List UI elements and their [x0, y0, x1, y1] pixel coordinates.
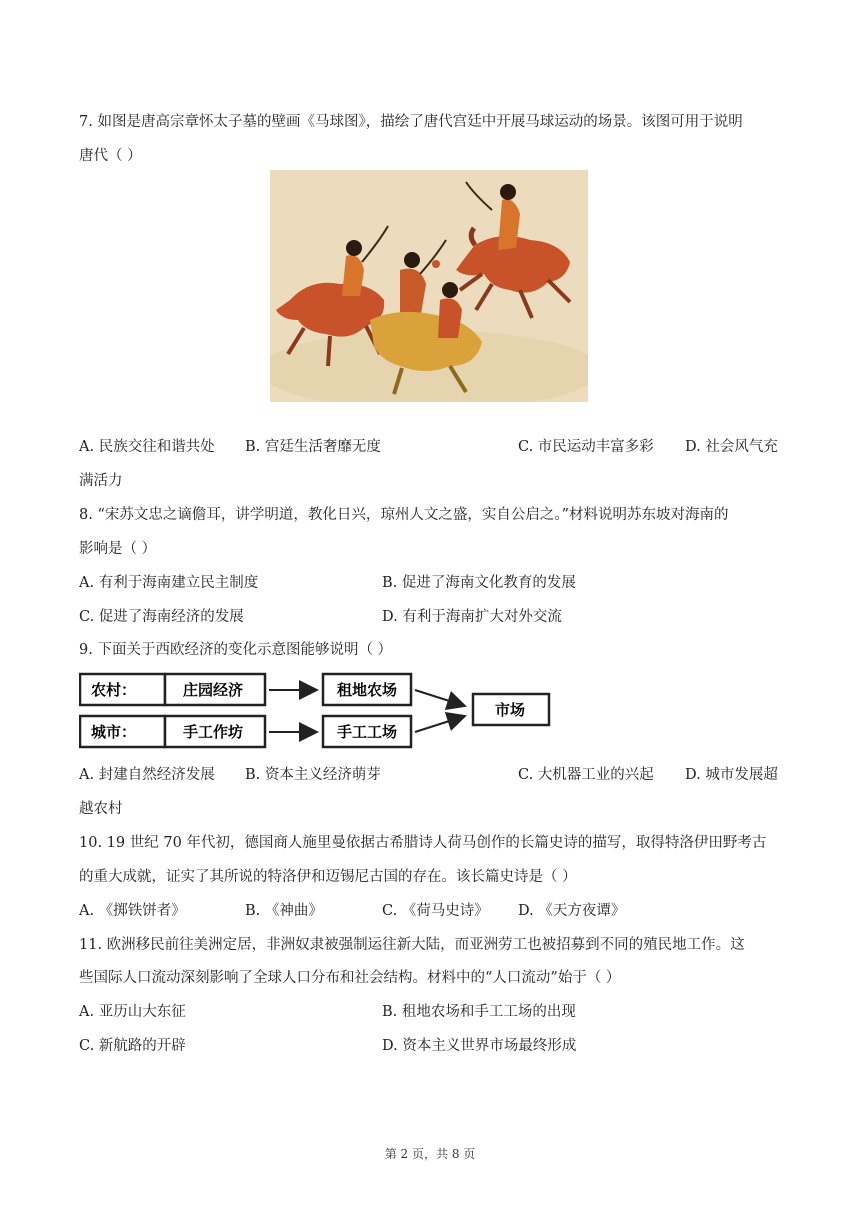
q11-option-b[interactable]: B. 租地农场和手工工场的出现: [382, 1004, 576, 1020]
q7-stem-line2: 唐代（ ）: [79, 148, 142, 164]
q7-option-d-wrap: 满活力: [79, 473, 123, 489]
page-footer: 第 2 页，共 8 页: [384, 1147, 476, 1161]
economy-flow-diagram: [79, 670, 559, 752]
q9-stem: 9. 下面关于西欧经济的变化示意图能够说明（ ）: [79, 642, 393, 658]
q9-option-d[interactable]: D. 城市发展超: [685, 767, 778, 783]
market-label: 市场: [495, 701, 526, 719]
q11-option-d[interactable]: D. 资本主义世界市场最终形成: [382, 1038, 577, 1054]
row1-to: 租地农场: [337, 681, 398, 699]
q11-stem-line1: 11. 欧洲移民前往美洲定居，非洲奴隶被强制运往新大陆，而亚洲劳工也被招募到不同的殖民地工作。这: [79, 937, 745, 953]
q7-option-c[interactable]: C. 市民运动丰富多彩: [518, 439, 654, 455]
q10-option-d[interactable]: D. 《天方夜谭》: [518, 903, 626, 919]
row2-from: 手工作坊: [183, 723, 244, 741]
q8-stem-line2: 影响是（ ）: [79, 541, 157, 557]
q10-option-b[interactable]: B. 《神曲》: [245, 903, 323, 919]
q8-option-a[interactable]: A. 有利于海南建立民主制度: [79, 575, 259, 591]
q7-option-a[interactable]: A. 民族交往和谐共处: [79, 439, 215, 455]
q8-option-d[interactable]: D. 有利于海南扩大对外交流: [382, 609, 562, 625]
q10-option-c[interactable]: C. 《荷马史诗》: [382, 903, 489, 919]
row1-label: 农村：: [91, 681, 137, 699]
q7-stem-line1: 7. 如图是唐高宗章怀太子墓的壁画《马球图》，描绘了唐代宫廷中开展马球运动的场景。该图可用于说明: [79, 114, 743, 130]
row2-label: 城市：: [91, 723, 137, 741]
q7-option-b[interactable]: B. 宫廷生活奢靡无度: [245, 439, 381, 455]
q8-option-c[interactable]: C. 促进了海南经济的发展: [79, 609, 244, 625]
row2-to: 手工工场: [337, 723, 398, 741]
q9-option-a[interactable]: A. 封建自然经济发展: [79, 767, 215, 783]
row1-from: 庄园经济: [183, 681, 244, 699]
q10-stem-line2: 的重大成就，证实了其所说的特洛伊和迈锡尼古国的存在。该长篇史诗是（ ）: [79, 869, 577, 885]
q10-stem-line1: 10. 19 世纪 70 年代初，德国商人施里曼依据古希腊诗人荷马创作的长篇史诗的描写，取得特洛伊田野考古: [79, 835, 767, 851]
q9-option-c[interactable]: C. 大机器工业的兴起: [518, 767, 654, 783]
q10-option-a[interactable]: A. 《掷铁饼者》: [79, 903, 186, 919]
q8-option-b[interactable]: B. 促进了海南文化教育的发展: [382, 575, 576, 591]
q11-stem-line2: 些国际人口流动深刻影响了全球人口分布和社会结构。材料中的“人口流动”始于（ ）: [79, 970, 621, 986]
q8-stem-line1: 8. “宋苏文忠之谪儋耳，讲学明道，教化日兴，琼州人文之盛，实自公启之。”材料说明苏东坡对海南的: [79, 507, 729, 523]
q11-option-a[interactable]: A. 亚历山大东征: [79, 1004, 186, 1020]
arrow-to-market-2: [415, 716, 465, 732]
polo-mural-image: [270, 170, 588, 402]
q9-option-b[interactable]: B. 资本主义经济萌芽: [245, 767, 381, 783]
q9-option-d-wrap: 越农村: [79, 801, 123, 817]
q7-option-d[interactable]: D. 社会风气充: [685, 439, 778, 455]
arrow-to-market-1: [415, 690, 465, 706]
q11-option-c[interactable]: C. 新航路的开辟: [79, 1038, 186, 1054]
